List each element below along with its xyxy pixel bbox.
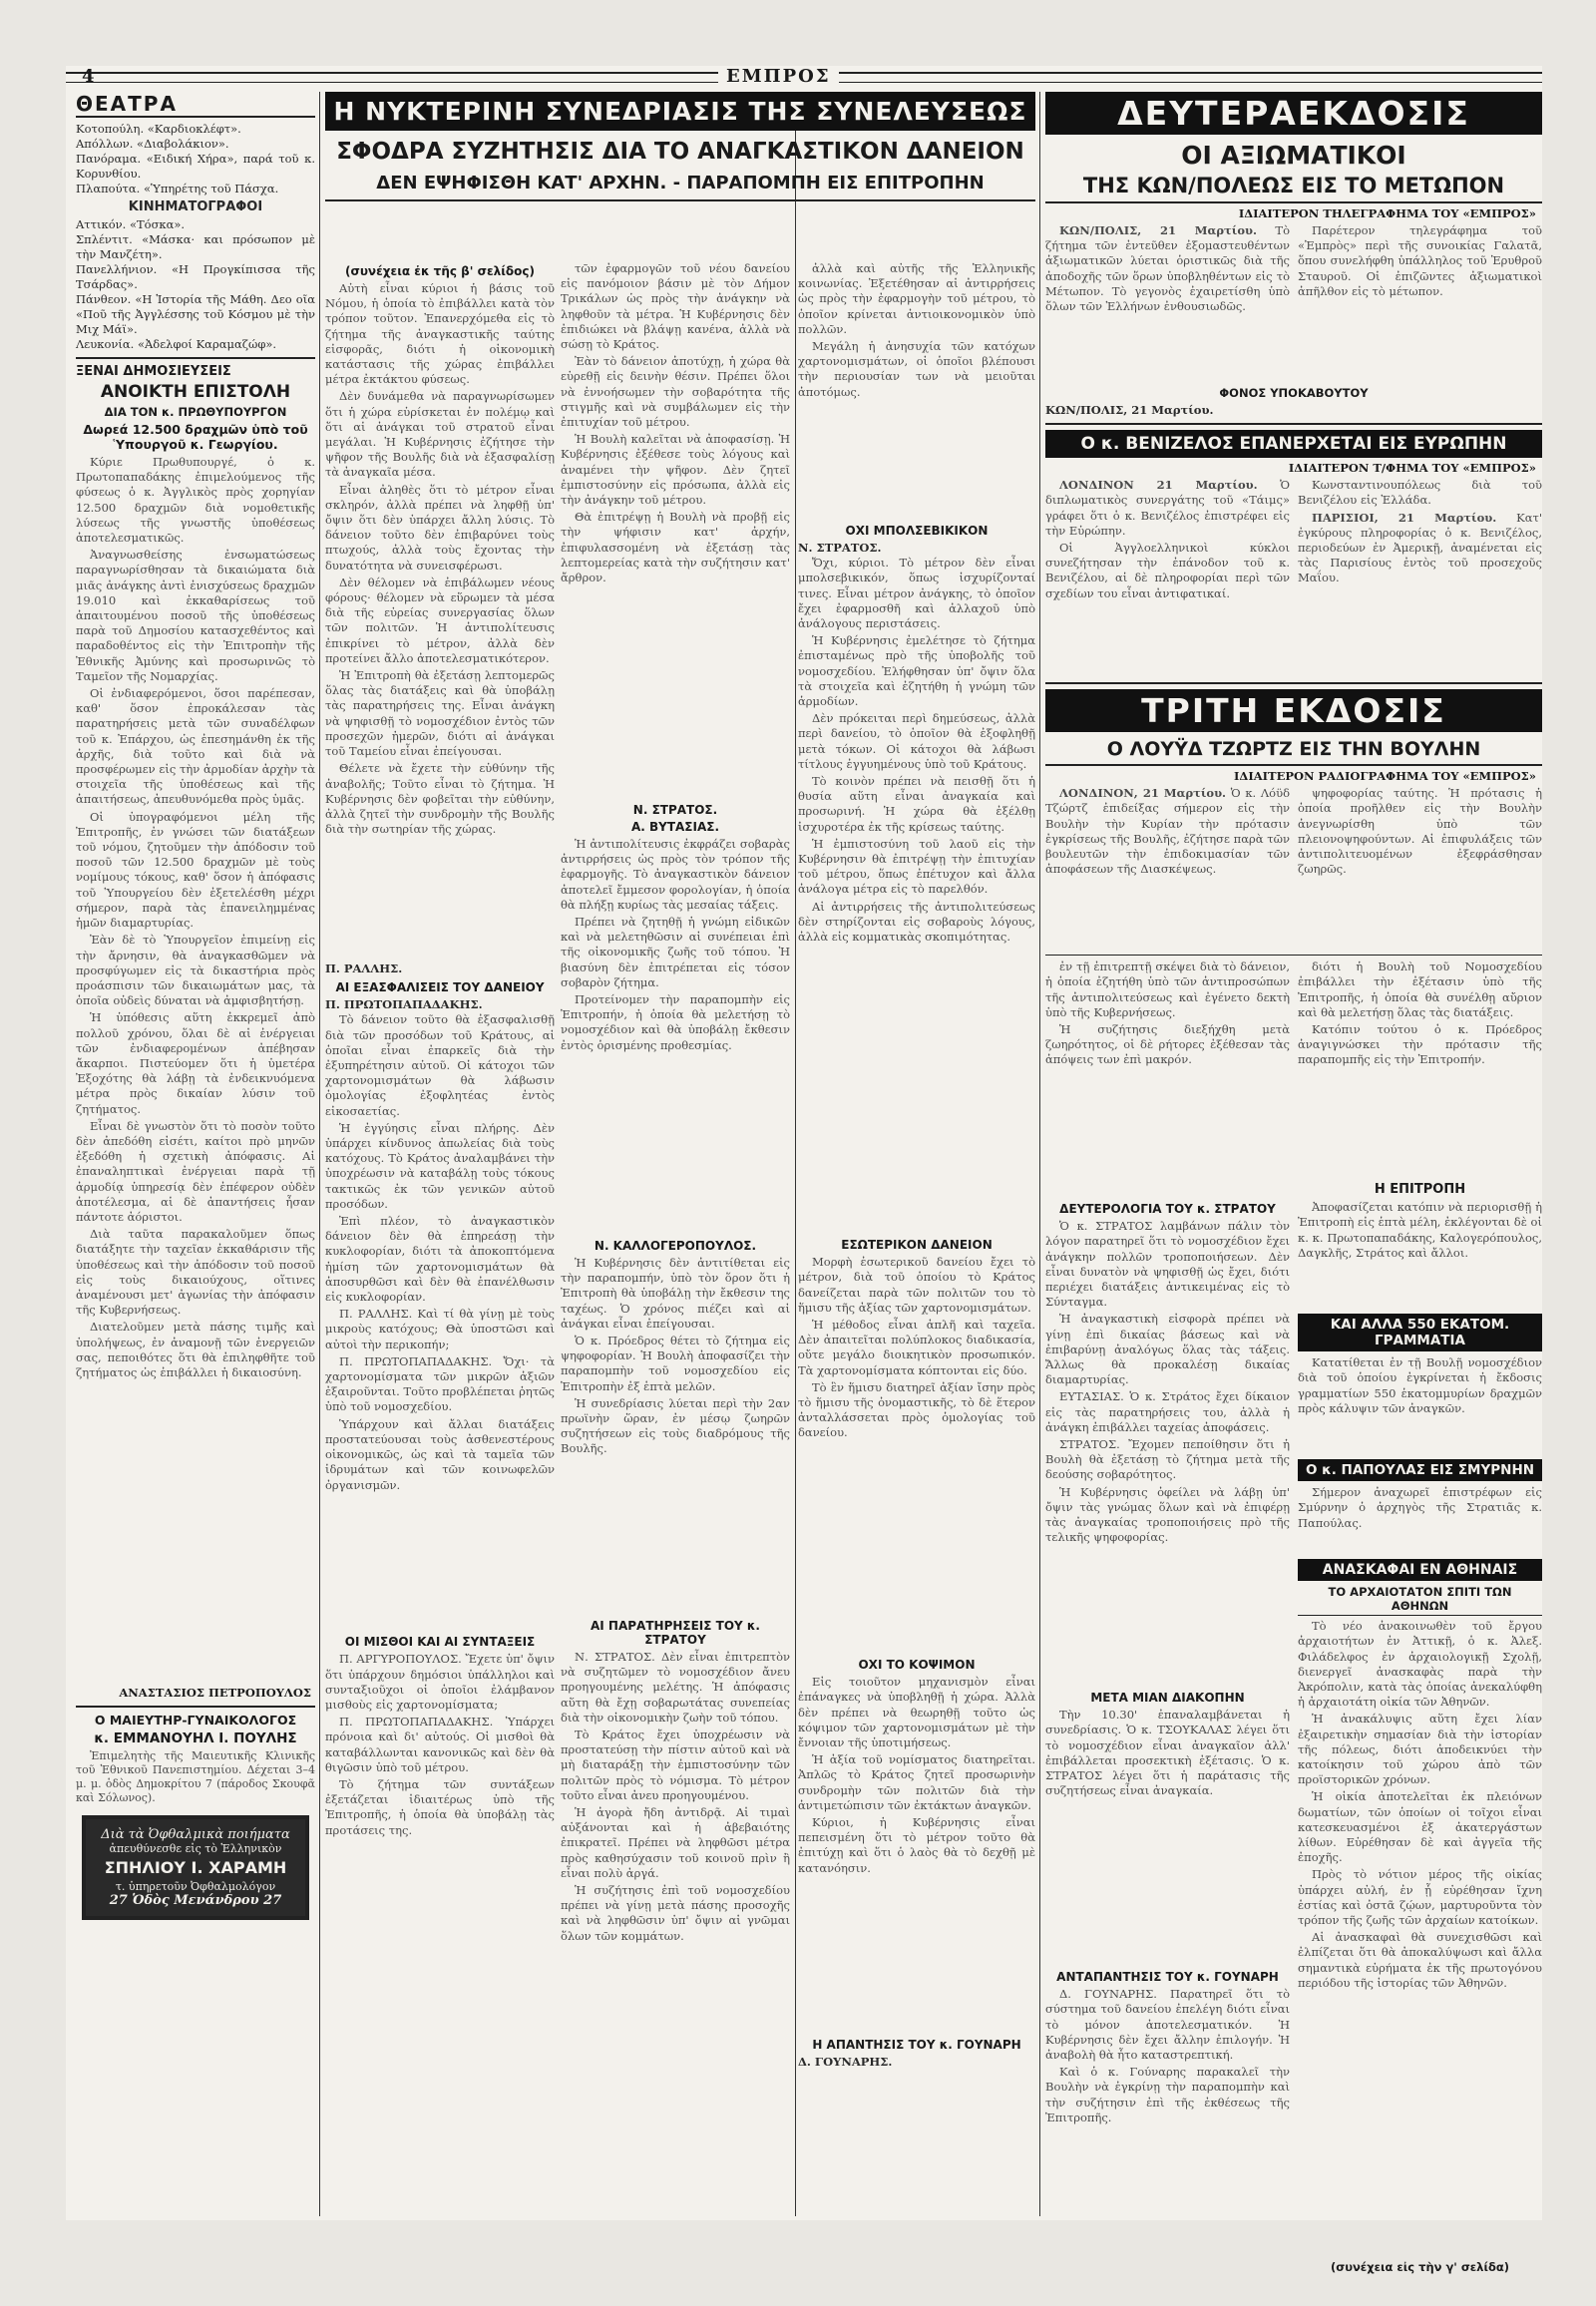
dateline-london-2: ΛΟΝΔΙΝΟΝ, 21 Μαρτίου. — [1059, 786, 1227, 801]
ad-address: 27 Ὁδὸς Μενάνδρου 27 — [109, 1893, 282, 1908]
column-rule — [1039, 92, 1040, 2216]
third-edition-banner: ΤΡΙΤΗ ΕΚΔΟΣΙΣ — [1045, 689, 1542, 732]
theatre-item: Πανελλήνιον. «Η Προγκίπισσα τῆς Τσάρδας». — [76, 262, 315, 291]
theatre-item: Απόλλων. «Διαβολάκιον». — [76, 137, 229, 151]
letter-body: Κύριε Πρωθυπουργέ, ὁ κ. Πρωτοπαπαδάκης ἐπιμελούμενος τῆς φύσεως ὁ κ. Ἀγγλικὸς πρὸς χορηγίαν 12.500 δραχμῶν διὰ νομοθετικῆς λύσεως τῆς γνωστῆς ὑποθέσεως ἀποτελεσματικῶς. Ἀναγνωσθείσης ἐνσωματώσεως παραγνωρίσθησαν τὰ δικαιώματα διὰ μιᾶς ἀνάγκης ἀντὶ ἐνισχύσεως δραχμῶν 19.010 καὶ ἐκκαθαρίσεως τοῦ ἀπαιτουμένου ποσοῦ τῆς ὑποθέσεως παρὰ τοῦ Δημοσίου κατασχεθέντος καὶ παραδοθέντος εἰς τὴν Ἐπιτροπὴν τῆς Ἐθνικῆς Ἀμύνης καὶ προσωρινῶς τὸ Ταμεῖον τῆς Νομαρχίας. Οἱ ἐνδιαφερόμενοι, ὅσοι παρέπεσαν, καθ' ὅσον ἐπροκάλεσαν τὰς παρατηρήσεις μετὰ τῶν συναδέλφων τοῦ κ. Ἐπάρχου, ὡς ἐπεσημάνθη ἐκ τῆς ἀρχῆς, διὰ τοῦτο καὶ διὰ νὰ προσφέρωμεν εἰς τὴν ἀρμοδίαν ἀρχὴν τὰ στοιχεῖα τῆς ὑποθέσεως καὶ τῆς ἀπαιτήσεως, ἀπευθυνόμεθα πρὸς ὑμᾶς. Οἱ ὑπογραφόμενοι μέλη τῆς Ἐπιτροπῆς, ἐν γνώσει τῶν διατάξεων τοῦ νόμου, ζητοῦμεν τὴν ἀπόδοσιν τοῦ ποσοῦ τῶν 12.500 δραχμῶν μὲ τοὺς νομίμους τόκους, καθ' ὅσον ἡ ἀπόφασις τοῦ Ὑπουργείου δὲν ἐξετελέσθη μέχρι σήμερον, παρὰ τὰς ἐπανειλημμένας ἡμῶν διαμαρτυρίας. Ἐὰν δὲ τὸ Ὑπουργεῖον ἐπιμείνῃ εἰς τὴν ἄρνησιν, θὰ ἀναγκασθῶμεν νὰ προσφύγωμεν εἰς τὰ δικαστήρια πρὸς προάσπισιν τῶν δικαιωμάτων μας, τὰ ὁποῖα οὐδεὶς δύναται νὰ ἀμφισβητήσῃ. Ἡ ὑπόθεσις αὕτη ἐκκρεμεῖ ἀπὸ πολλοῦ χρόνου, ὅλαι δὲ αἱ ἐνέργειαι τῶν ἐνδιαφερομένων ἀπέβησαν ἄκαρποι. Πιστεύομεν ὅτι ἡ ὑμετέρα Ἐξοχότης θὰ λάβῃ τὰ ἐνδεικνυόμενα μέτρα πρὸς δικαίαν λύσιν τοῦ ζητήματος. Εἶναι δὲ γνωστὸν ὅτι τὸ ποσὸν τοῦτο δὲν ἀπεδόθη εἰσέτι, καίτοι πρὸ μηνῶν ἐξεδόθη ἡ σχετικὴ ἀπόφασις. Αἱ ἐπαναληπτικαὶ ἐνέργειαι παρὰ τῇ ἀρμοδίᾳ ὑπηρεσίᾳ δὲν ἐπέφερον οὐδὲν ἀποτέλεσμα, αἱ δὲ ἀπαντήσεις ἦσαν πάντοτε ἀόριστοι. Διὰ ταῦτα παρακαλοῦμεν ὅπως διατάξητε τὴν ταχεῖαν ἐκκαθάρισιν τῆς ὑποθέσεως καὶ τὴν ἀπόδοσιν τοῦ ποσοῦ εἰς τοὺς δικαιούχους, οἵτινες ἀναμένουσι μετ' ἀγωνίας τὴν ἀπόφασιν τῆς Κυβερνήσεως. Διατελοῦμεν μετὰ πάσης τιμῆς καὶ ὑπολήψεως, ἐν ἀναμονῇ τῶν ἐνεργειῶν σας, πεποιθότες ὅτι θὰ ἐπιληφθῆτε τοῦ ζητήματος ὡς ἐπιβάλλει ἡ δικαιοσύνη. — [76, 455, 315, 1379]
speaker-stratos-2: Ν. ΣΤΡΑΤΟΣ. — [798, 541, 882, 555]
main-subhead-2: ΔΕΝ ΕΨΗΦΙΣΘΗ ΚΑΤ' ΑΡΧΗΝ. - ΠΑΡΑΠΟΜΠΗ ΕΙΣ ΕΠΙΤΡΟΠΗΝ — [325, 173, 1035, 201]
section-not-cutting: ΟΧΙ ΤΟ ΚΟΨΙΜΟΝ — [858, 1658, 976, 1673]
column-rule — [319, 92, 320, 2216]
dateline-constantinople-2: ΚΩΝ/ΠΟΛΙΣ, 21 Μαρτίου. — [1045, 403, 1214, 417]
theatre-title: ΘΕΑΤΡΑ — [76, 92, 315, 118]
main-headline-block — [325, 92, 1035, 251]
page-number: 4 — [82, 66, 95, 87]
section-not-bolshevik: ΟΧΙ ΜΠΟΛΣΕΒΙΚΙΚΟΝ — [845, 524, 989, 538]
doctor-name: κ. ΕΜΜΑΝΟΥΗΛ Ι. ΠΟΥΛΗΣ — [94, 1730, 297, 1746]
theatre-item: Αττικόν. «Τόσκα». — [76, 217, 186, 231]
head-stratos-second: ΔΕΥΤΕΡΟΛΟΓΙΑ ΤΟΥ κ. ΣΤΡΑΤΟΥ — [1059, 1202, 1276, 1217]
dateline-london: ΛΟΝΔΙΝΟΝ 21 Μαρτίου. — [1059, 478, 1258, 493]
officers-subtitle: ΤΗΣ ΚΩΝ/ΠΟΛΕΩΣ ΕΙΣ ΤΟ ΜΕΤΩΠΟΝ — [1045, 174, 1542, 203]
theatre-item: Πάνθεον. «Η Ἱστορία τῆς Μάθη. Δεο οῖα «Ποῦ τῆς Ἀγγλέσσης τοῦ Κόσμου μὲ τὴν Μιχ Μάϊ». — [76, 292, 315, 336]
speaker-stratos: Ν. ΣΤΡΑΤΟΣ. — [632, 803, 718, 817]
letter-to: ΔΙΑ ΤΟΝ κ. ΠΡΩΘΥΠΟΥΡΓΟΝ — [104, 405, 287, 419]
lloyd-george-label: ΙΔΙΑΙΤΕΡΟΝ ΡΑΔΙΟΓΡΑΦΗΜΑ ΤΟΥ «ΕΜΠΡΟΣ» — [1234, 769, 1536, 784]
eyeglass-advertisement — [82, 1815, 309, 1920]
main-subhead: ΣΦΟΔΡΑ ΣΥΖΗΤΗΣΙΣ ΔΙΑ ΤΟ ΑΝΑΓΚΑΣΤΙΚΟΝ ΔΑΝΕΙΟΝ — [336, 139, 1024, 165]
main-headline: Η ΝΥΚΤΕΡΙΝΗ ΣΥΝΕΔΡΙΑΣΙΣ ΤΗΣ ΣΥΝΕΛΕΥΣΕΩΣ — [325, 92, 1035, 131]
ad-line-1: Διὰ τὰ Ὀφθαλμικὰ ποιήματα — [101, 1827, 290, 1842]
ad-line-2: ἀπευθύνεσθε εἰς τὸ Ἑλληνικὸν — [109, 1842, 282, 1855]
speaker-ralli: Π. ΡΑΛΛΗΣ. — [325, 961, 403, 975]
million-head: ΚΑΙ ΑΛΛΑ 550 ΕΚΑΤΟΜ. ΓΡΑΜΜΑΤΙΑ — [1298, 1314, 1542, 1351]
venizelos-head: Ο κ. ΒΕΝΙΖΕΛΟΣ ΕΠΑΝΕΡΧΕΤΑΙ ΕΙΣ ΕΥΡΩΠΗΝ — [1045, 430, 1542, 458]
section-label: ΞΕΝΑΙ ΔΗΜΟΣΙΕΥΣΕΙΣ — [76, 364, 231, 379]
theatre-item: Κοτοπούλη. «Καρδιοκλέφτ». — [76, 122, 241, 136]
speaker-kallogeropoulos: Ν. ΚΑΛΛΟΓΕΡΟΠΟΥΛΟΣ. — [594, 1239, 757, 1253]
theatre-item: Πανόραμα. «Ειδική Χήρα», παρά τοῦ κ. Κορυνθίου. — [76, 152, 315, 181]
letter-title: ΑΝΟΙΚΤΗ ΕΠΙΣΤΟΛΗ — [100, 382, 291, 402]
venizelos-label: ΙΔΙΑΙΤΕΡΟΝ Τ/ΦΗΜΑ ΤΟΥ «ΕΜΠΡΟΣ» — [1288, 461, 1536, 476]
section-salaries: ΟΙ ΜΙΣΘΟΙ ΚΑΙ ΑΙ ΣΥΝΤΑΞΕΙΣ — [344, 1635, 536, 1650]
excavation-head: ΑΝΑΣΚΑΦΑΙ ΕΝ ΑΘΗΝΑΙΣ — [1298, 1559, 1542, 1581]
cinema-heading: ΚΙΝΗΜΑΤΟΓΡΑΦΟΙ — [128, 199, 263, 214]
speaker-gounaris: Δ. ΓΟΥΝΑΡΗΣ. — [798, 2055, 893, 2070]
theatre-item: Σπλέντιτ. «Μάσκα· και πρόσωπον μὲ τὴν Μανζέτη». — [76, 232, 315, 261]
section-stratos-remarks: ΑΙ ΠΑΡΑΤΗΡΗΣΕΙΣ ΤΟΥ κ. ΣΤΡΑΤΟΥ — [591, 1619, 760, 1647]
paper-name: ΕΜΠΡΟΣ — [718, 66, 839, 87]
papoulas-head: Ο κ. ΠΑΠΟΥΛΑΣ ΕΙΣ ΣΜΥΡΝΗΝ — [1298, 1459, 1542, 1481]
column-3: ἀλλὰ καὶ αὐτῆς τῆς Ἑλληνικῆς κοινωνίας. Ἐξετέθησαν αἱ ἀντιρρήσεις ὡς πρὸς τὴν ἐφαρμογὴν τοῦ μέτρου, τὸ ὁποῖον κρίνεται ἀντιοικονομικὸν ὑπὸ πολλῶν. Μεγάλη ἡ ἀνησυχία τῶν κατόχων χαρτονομισμάτων, οἱ ὁποῖοι βλέπουσι τὴν περιουσίαν των νὰ μειοῦται ἀποτόμως. ΟΧΙ ΜΠΟΛΣΕΒΙΚΙΚΟΝ Ν. ΣΤΡΑΤΟΣ. Ὄχι, κύριοι. Τὸ μέτρον δὲν εἶναι μπολσεβικικόν, ὅπως ἰσχυρίζονταί τινες. Εἶναι μέτρον ἀνάγκης, τὸ ὁποῖον ἔχει ἐφαρμοσθῆ καὶ ἀλλαχοῦ ὑπὸ ἀνάλογους περιστάσεις. Ἡ Κυβέρνησις ἐμελέτησε τὸ ζήτημα ἐπισταμένως πρὸ τῆς ὑποβολῆς τοῦ νομοσχεδίου. Ἐλήφθησαν ὑπ' ὄψιν ὅλα τὰ στοιχεῖα καὶ ἐζητήθη ἡ γνώμη τῶν ἁρμοδίων. Δὲν πρόκειται περὶ δημεύσεως, ἀλλὰ περὶ δανείου, τὸ ὁποῖον θὰ ἐξοφληθῇ μετὰ τόκων. Οἱ κάτοχοι θὰ λάβωσι τίτλους ἐγγυημένους ὑπὸ τοῦ Κράτους. Τὸ κοινὸν πρέπει νὰ πεισθῇ ὅτι ἡ θυσία αὕτη εἶναι ἀναγκαία καὶ προσωρινή. Ἡ χώρα θὰ ἐξέλθῃ ἰσχυροτέρα ἐκ τῆς κρίσεως ταύτης. Ἡ ἐμπιστοσύνη τοῦ λαοῦ εἰς τὴν Κυβέρνησιν θὰ ἐπιτρέψῃ τὴν ἐπιτυχίαν τοῦ μέτρου, ὅπως ἐπέτυχον καὶ ἄλλα ἀνάλογα μέτρα εἰς τὸ παρελθόν. Αἱ ἀντιρρήσεις τῆς ἀντιπολιτεύσεως δὲν στηρίζονται εἰς σοβαροὺς λόγους, ἀλλὰ εἰς κομματικὰς σκοπιμότητας. ΕΣΩΤΕΡΙΚΟΝ ΔΑΝΕΙΟΝ Μορφὴ ἐσωτερικοῦ δανείου ἔχει τὸ μέτρον, διὰ τοῦ ὁποίου τὸ Κράτος δανείζεται παρὰ τῶν πολιτῶν του τὸ ἥμισυ τῆς ἀξίας τῶν χαρτονομισμάτων. Ἡ μέθοδος εἶναι ἁπλῆ καὶ ταχεῖα. Δὲν ἀπαιτεῖται πολύπλοκος διαδικασία, οὔτε μεγάλο διοικητικὸν προσωπικόν. Τὰ χαρτονομίσματα κόπτονται εἰς δύο. Τὸ ἓν ἥμισυ διατηρεῖ ἀξίαν ἴσην πρὸς τὸ ἥμισυ τῆς ὀνομαστικῆς, τὸ δὲ ἕτερον ἀνταλλάσσεται πρὸς ὁμολογίας τοῦ δανείου. ΟΧΙ ΤΟ ΚΟΨΙΜΟΝ Εἰς τοιοῦτον μηχανισμὸν εἶναι ἐπάναγκες νὰ ὑποβληθῇ ἡ χώρα. Ἀλλὰ δὲν πρέπει νὰ θεωρηθῇ τοῦτο ὡς κόψιμον τῶν χαρτονομισμάτων μὲ τὴν ἔννοιαν τῆς ὑποτιμήσεως. Ἡ ἀξία τοῦ νομίσματος διατηρεῖται. Ἀπλῶς τὸ Κράτος ζητεῖ προσωρινὴν συνδρομὴν τῶν πολιτῶν διὰ τὴν ἀντιμετώπισιν τῶν ἐκτάκτων ἀναγκῶν. Κύριοι, ἡ Κυβέρνησις εἶναι πεπεισμένη ὅτι τὸ μέτρον τοῦτο θὰ ἐπιτύχῃ καὶ ὅτι ὁ λαὸς θὰ τὸ δεχθῇ μὲ κατανόησιν. Η ΑΠΑΝΤΗΣΙΣ ΤΟΥ κ. ΓΟΥΝΑΡΗ Δ. ΓΟΥΝΑΡΗΣ. — [798, 261, 1035, 2070]
ad-line-3: τ. ὑπηρετοῦν Ὀφθαλμολόγον — [115, 1880, 276, 1893]
head-after-break: ΜΕΤΑ ΜΙΑΝ ΔΙΑΚΟΠΗΝ — [1090, 1691, 1245, 1706]
main-article-col-b: τῶν ἐφαρμογῶν τοῦ νέου δανείου εἰς πανόμοιον βάσιν μὲ τὸν Δήμον Τρικάλων ὡς πρὸς τὴν ἀνάγκην νὰ ληφθοῦν τὰ μέτρα. Ἡ Κυβέρνησις δὲν ἐπιδιώκει νὰ βλάψῃ κανένα, ἀλλὰ νὰ σώσῃ τὸ Κράτος. Ἐὰν τὸ δάνειον ἀποτύχῃ, ἡ χώρα θὰ εὑρεθῇ εἰς δεινὴν θέσιν. Πρέπει ὅλοι νὰ ἐννοήσωμεν τὴν σοβαρότητα τῆς στιγμῆς καὶ νὰ συμβάλωμεν εἰς τὴν ἐπιτυχίαν τοῦ μέτρου. Ἡ Βουλὴ καλεῖται νὰ ἀποφασίσῃ. Ἡ Κυβέρνησις ἐξέθεσε τοὺς λόγους καὶ ἀναμένει τὴν ψῆφον. Δὲν ζητεῖ ἐμπιστοσύνην εἰς πρόσωπα, ἀλλὰ εἰς τὴν ἀνάγκην τοῦ μέτρου. Θὰ ἐπιτρέψῃ ἡ Βουλὴ νὰ προβῇ εἰς τὴν ψήφισιν κατ' ἀρχήν, ἐπιφυλασσομένη νὰ ἐξετάσῃ τὰς λεπτομερείας κατὰ τὴν συζήτησιν κατ' ἄρθρον. Ν. ΣΤΡΑΤΟΣ. Α. ΒΥΤΑΣΙΑΣ. Ἡ ἀντιπολίτευσις ἐκφράζει σοβαρὰς ἀντιρρήσεις ὡς πρὸς τὸν τρόπον τῆς ἐφαρμογῆς. Τὸ ἀναγκαστικὸν δάνειον ἀποτελεῖ ἔμμεσον φορολογίαν, ἡ ὁποία θὰ πλήξῃ κυρίως τὰς μεσαίας τάξεις. Πρέπει νὰ ζητηθῇ ἡ γνώμη εἰδικῶν καὶ νὰ μελετηθῶσιν αἱ συνέπειαι ἐπὶ τῆς οἰκονομικῆς ζωῆς τοῦ τόπου. Ἡ βιασύνη δὲν ἐπιτρέπεται εἰς τόσον σοβαρὸν ζήτημα. Προτείνομεν τὴν παραπομπὴν εἰς Ἐπιτροπήν, ἡ ὁποία θὰ μελετήσῃ τὸ νομοσχέδιον καὶ θὰ ὑποβάλῃ ἔκθεσιν ἐντὸς ὁρισμένης προθεσμίας. Ν. ΚΑΛΛΟΓΕΡΟΠΟΥΛΟΣ. Ἡ Κυβέρνησις δὲν ἀντιτίθεται εἰς τὴν παραπομπήν, ὑπὸ τὸν ὅρον ὅτι ἡ Ἐπιτροπὴ θὰ ὑποβάλῃ τὴν ἔκθεσιν της ταχέως. Ὁ χρόνος πιέζει καὶ αἱ ἀνάγκαι εἶναι ἐπείγουσαι. Ὁ κ. Πρόεδρος θέτει τὸ ζήτημα εἰς ψηφοφορίαν. Ἡ Βουλὴ ἀποφασίζει τὴν παραπομπὴν τοῦ νομοσχεδίου εἰς Ἐπιτροπὴν ἐξ ἑπτὰ μελῶν. Ἡ συνεδρίασις λύεται περὶ τὴν 2αν πρωϊνὴν ὥραν, ἐν μέσῳ ζωηρῶν συζητήσεων εἰς τοὺς διαδρόμους τῆς Βουλῆς. ΑΙ ΠΑΡΑΤΗΡΗΣΕΙΣ ΤΟΥ κ. ΣΤΡΑΤΟΥ Ν. ΣΤΡΑΤΟΣ. Δὲν εἶναι ἐπιτρεπτὸν νὰ συζητῶμεν τὸ νομοσχέδιον ἄνευ προηγουμένης μελέτης. Ἡ ἀπόφασις αὕτη θὰ ἔχῃ σοβαρωτάτας συνεπείας διὰ τὴν οἰκονομικὴν ζωὴν τοῦ τόπου. Τὸ Κράτος ἔχει ὑποχρέωσιν νὰ προστατεύσῃ τὴν πίστιν αὐτοῦ καὶ νὰ μὴ διαταράξῃ τὴν ἐμπιστοσύνην τῶν πολιτῶν πρὸς τὸ νόμισμα. Τὸ μέτρον τοῦτο εἶναι ἀνευ προηγουμένου. Ἡ ἀγορὰ ἤδη ἀντιδρᾷ. Αἱ τιμαὶ αὐξάνονται καὶ ἡ ἀβεβαιότης ἐπικρατεῖ. Πρέπει νὰ ληφθῶσι μέτρα πρὸς καθησύχασιν τοῦ κοινοῦ πρὶν ἢ εἶναι πολὺ ἀργά. Ἡ συζήτησις ἐπὶ τοῦ νομοσχεδίου πρέπει νὰ γίνῃ μετὰ πάσης προσοχῆς καὶ νὰ ληφθῶσιν ὑπ' ὄψιν αἱ γνῶμαι ὅλων τῶν κομμάτων. — [561, 261, 790, 1943]
speaker-vytasias: Α. ΒΥΤΑΣΙΑΣ. — [630, 820, 720, 834]
letter-subhead: Δωρεά 12.500 δραχμῶν ὑπὸ τοῦ Ὑπουργοῦ κ. Γεωργίου. — [83, 422, 308, 452]
continued-note-2: (συνέχεια εἰς τὴν γ' σελίδα) — [1330, 2260, 1509, 2275]
excavation-sub: ΤΟ ΑΡΧΑΙΟΤΑΤΟΝ ΣΠΙΤΙ ΤΩΝ ΑΘΗΝΩΝ — [1298, 1585, 1542, 1616]
column-rule — [795, 92, 796, 2216]
telegram-label: ΙΔΙΑΙΤΕΡΟΝ ΤΗΛΕΓΡΑΦΗΜΑ ΤΟΥ «ΕΜΠΡΟΣ» — [1238, 206, 1536, 220]
column-1 — [76, 92, 315, 2216]
committee-head: Η ΕΠΙΤΡΟΠΗ — [1374, 1182, 1466, 1198]
section-gounaris-reply: Η ΑΠΑΝΤΗΣΙΣ ΤΟΥ κ. ΓΟΥΝΑΡΗ — [812, 2038, 1021, 2053]
doctor-heading: Ο ΜΑΙΕΥΤΗΡ-ΓΥΝΑΙΚΟΛΟΓΟΣ — [94, 1713, 297, 1728]
theatre-item: Πλαπούτα. «Ὑπηρέτης τοῦ Πάσχα. — [76, 182, 279, 195]
lloyd-george-head: Ο ΛΟΥΫΔ ΤΖΩΡΤΖ ΕΙΣ ΤΗΝ ΒΟΥΛΗΝ — [1045, 738, 1542, 766]
head-gounaris-rebuttal: ΑΝΤΑΠΑΝΤΗΣΙΣ ΤΟΥ κ. ΓΟΥΝΑΡΗ — [1056, 1970, 1279, 1985]
ad-name: ΣΠΗΛΙΟΥ Ι. ΧΑΡΑΜΗ — [104, 1858, 287, 1877]
column-4: ΔΕΥΤΕΡΑΕΚΔΟΣΙΣ ΟΙ ΑΞΙΩΜΑΤΙΚΟΙ ΤΗΣ ΚΩΝ/ΠΟΛΕΩΣ ΕΙΣ ΤΟ ΜΕΤΩΠΟΝ ΙΔΙΑΙΤΕΡΟΝ ΤΗΛΕΓΡΑΦΗΜΑ ΤΟΥ «ΕΜΠΡΟΣ» ΚΩΝ/ΠΟΛΙΣ, 21 Μαρτίου. Τὸ ζήτημα τῶν ἐντεῦθεν ἐξομαστευθέντων ἀξιωματικῶν λύεται ὁριστικῶς διὰ τῆς ἀποδοχῆς τῶν ὅρων ὑποβληθέντων εἰς τὸ Μέτωπον. Τὸ γεγονὸς ἐχαιρετίσθη ὑπὸ ὅλων τῶν Ἑλλήνων ἐνθουσιωδῶς. Παρέτερον τηλεγράφημα τοῦ «Ἐμπρὸς» περὶ τῆς συνοικίας Γαλατᾶ, ὅπου συνελήφθη ὑπάλληλος τοῦ Ἐρυθροῦ Σταυροῦ. Οἱ ἐπιζῶντες ἀξιωματικοὶ ἀπῆλθον εἰς τὸ μέτωπον. ΦΟΝΟΣ ΥΠΟΚΑΒΟΥΤΟΥ ΚΩΝ/ΠΟΛΙΣ, 21 Μαρτίου. Ο κ. ΒΕΝΙΖΕΛΟΣ ΕΠΑΝΕΡΧΕΤΑΙ ΕΙΣ ΕΥΡΩΠΗΝ ΙΔΙΑΙΤΕΡΟΝ Τ/ΦΗΜΑ ΤΟΥ «ΕΜΠΡΟΣ» ΛΟΝΔΙΝΟΝ 21 Μαρτίου. Ὁ διπλωματικὸς συνεργάτης τοῦ «Τάιμς» γράφει ὅτι ὁ κ. Βενιζέλος ἐπιστρέφει εἰς τὴν Εὐρώπην. Οἱ Ἀγγλοελληνικοὶ κύκλοι συνεζήτησαν τὴν ἐπάνοδον τοῦ κ. Βενιζέλου, αἱ δὲ πληροφορίαι περὶ τῶν σχεδίων του εἶναι ἀντιφατικαί. Κωνσταντινουπόλεως διὰ τοῦ Βενιζέλου εἰς Ἑλλάδα. ΠΑΡΙΣΙΟΙ, 21 Μαρτίου. Κατ' ἐγκύρους πληροφορίας ὁ κ. Βενιζέλος, περιοδεύων ἐν Ἀμερικῇ, ἀναμένεται εἰς τὰς Παρισίους ἐντὸς τοῦ προσεχοῦς Μαΐου. ΤΡΙΤΗ ΕΚΔΟΣΙΣ Ο ΛΟΥΫΔ ΤΖΩΡΤΖ ΕΙΣ ΤΗΝ ΒΟΥΛΗΝ ΙΔΙΑΙΤΕΡΟΝ ΡΑΔΙΟΓΡΑΦΗΜΑ ΤΟΥ «ΕΜΠΡΟΣ» ΛΟΝΔΙΝΟΝ, 21 Μαρτίου. Ὁ κ. Λόϋδ Τζώρτζ ἐπιδείξας σήμερον εἰς τὴν Βουλὴν τὴν Κυρίαν τὴν πρότασιν ἐγκρίσεως τῆς Βουλῆς, ἐζήτησε παρὰ τῶν βουλευτῶν τὴν ἐπιδοκιμασίαν τῶν ἀποφάσεων τῆς Διασκέψεως. ψηφοφορίας ταύτης. Ἡ πρότασις ἡ ὁποία προῆλθεν εἰς τὴν Βουλὴν ἀνεγνωρίσθη ὑπὸ τῶν πλειονοψηφούντων. Αἱ ἐπιφυλάξεις τῶν ἀντιπολιτευομένων ἐξεφράσθησαν ζωηρῶς. ἐν τῇ ἐπιτρεπτῇ σκέψει διὰ τὸ δάνειον, ἡ ὁποία ἐζητήθη ὑπὸ τῶν ἀντιπροσώπων τῆς ἀντιπολιτεύσεως καὶ ἐγένετο δεκτὴ ὑπὸ τῆς Κυβερνήσεως. Ἡ συζήτησις διεξήχθη μετὰ ζωηρότητος, οἱ δὲ ρήτορες ἐξέθεσαν τὰς ἀπόψεις των ἐπὶ μακρόν. ΔΕΥΤΕΡΟΛΟΓΙΑ ΤΟΥ κ. ΣΤΡΑΤΟΥ Ὁ κ. ΣΤΡΑΤΟΣ λαμβάνων πάλιν τὸν λόγον παρατηρεῖ ὅτι τὸ νομοσχέδιον ἔχει ἀνάγκην πολλῶν τροποποιήσεων. Δὲν εἶναι δυνατὸν νὰ ψηφισθῇ ὡς ἔχει, διότι περιέχει διατάξεις ἀντικειμένας εἰς τὸ Σύνταγμα. Ἡ ἀναγκαστικὴ εἰσφορὰ πρέπει νὰ γίνῃ ἐπὶ δικαίας βάσεως καὶ νὰ ἐπιβαρύνῃ ἀναλόγως ὅλας τὰς τάξεις. Ἄλλως θὰ προκαλέσῃ δικαίας διαμαρτυρίας. ΕΥΤΑΣΙΑΣ. Ὁ κ. Στράτος ἔχει δίκαιον εἰς τὰς παρατηρήσεις του, ἀλλὰ ἡ ἀνάγκη ἐπιβάλλει ταχείας ἀποφάσεις. ΣΤΡΑΤΟΣ. Ἔχομεν πεποίθησιν ὅτι ἡ Βουλὴ θὰ ἐξετάσῃ τὸ ζήτημα μετὰ τῆς δεούσης σοβαρότητος. Ἡ Κυβέρνησις ὀφείλει νὰ λάβῃ ὑπ' ὄψιν τὰς γνώμας ὅλων καὶ νὰ ἐπιφέρῃ τὰς ἀναγκαίας τροποποιήσεις πρὸ τῆς τελικῆς ψηφοφορίας. ΜΕΤΑ ΜΙΑΝ ΔΙΑΚΟΠΗΝ Τὴν 10.30' ἐπαναλαμβάνεται ἡ συνεδρίασις. Ὁ κ. ΤΣΟΥΚΑΛΑΣ λέγει ὅτι τὸ νομοσχέδιον εἶναι ἀναγκαῖον ἀλλ' ἐπιβάλλεται προσεκτικὴ ἐξέτασις. Ὁ κ. ΣΤΡΑΤΟΣ λέγει ὅτι ἡ παράτασις τῆς συζητήσεως εἶναι ἀναγκαία. ΑΝΤΑΠΑΝΤΗΣΙΣ ΤΟΥ κ. ΓΟΥΝΑΡΗ Δ. ΓΟΥΝΑΡΗΣ. Παρατηρεῖ ὅτι τὸ σύστημα τοῦ δανείου ἐπελέγη διότι εἶναι τὸ μόνον ἀποτελεσματικόν. Ἡ Κυβέρνησις δὲν ἔχει ἄλλην ἐπιλογήν. Ἡ ἀναβολὴ θὰ ἦτο καταστρεπτική. Καὶ ὁ κ. Γούναρης παρακαλεῖ τὴν Βουλὴν νὰ ἐγκρίνῃ τὴν παραπομπὴν καὶ τὴν συζήτησιν ἐπὶ τῆς ἐκθέσεως τῆς Ἐπιτροπῆς. διότι ἡ Βουλὴ τοῦ Νομοσχεδίου ἐπιβάλλει τὴν ἐξέτασιν ὑπὸ τῆς Ἐπιτροπῆς, ἡ ὁποία θὰ συνέλθῃ αὔριον καὶ θὰ μελετήσῃ ὅλας τὰς διατάξεις. Κατόπιν τούτου ὁ κ. Πρόεδρος ἀναγιγνώσκει τὴν πρότασιν τῆς παραπομπῆς εἰς τὴν Ἐπιτροπήν. Η ΕΠΙΤΡΟΠΗ Ἀποφασίζεται κατόπιν νὰ περιορισθῇ ἡ Ἐπιτροπὴ εἰς ἑπτὰ μέλη, ἐκλέγονται δὲ οἱ κ. κ. Πρωτοπαπαδάκης, Καλογερόπουλος, Δαγκλῆς, Στράτος καὶ ἄλλοι. ΚΑΙ ΑΛΛΑ 550 ΕΚΑΤΟΜ. ΓΡΑΜΜΑΤΙΑ Κατατίθεται ἐν τῇ Βουλῇ νομοσχέδιον διὰ τοῦ ὁποίου ἐγκρίνεται ἡ ἔκδοσις γραμματίων 550 ἑκατομμυρίων δραχμῶν πρὸς κάλυψιν τῶν ἀναγκῶν. Ο κ. ΠΑΠΟΥΛΑΣ ΕΙΣ ΣΜΥΡΝΗΝ Σήμερον ἀναχωρεῖ ἐπιστρέφων εἰς Σμύρνην ὁ ἀρχηγὸς τῆς Στρατιᾶς κ. Παπούλας. ΑΝΑΣΚΑΦΑΙ ΕΝ ΑΘΗΝΑΙΣ ΤΟ ΑΡΧΑΙΟΤΑΤΟΝ ΣΠΙΤΙ ΤΩΝ ΑΘΗΝΩΝ Τὸ νέο ἀνακοινωθὲν τοῦ ἔργου ἀρχαιοτήτων ἐν Ἀττικῇ, ὁ κ. Ἀλεξ. Φιλάδελφος ἐν ἀρχαιολογικῇ Σχολῇ, διενεργεῖ ἀνασκαφὰς παρὰ τὴν Ἀκρόπολιν, κατὰ τὰς ὁποίας ἀνεκαλύφθη ἡ ἀρχαιοτάτη οἰκία τῶν Ἀθηνῶν. Ἡ ἀνακάλυψις αὕτη ἔχει λίαν ἐξαιρετικὴν σημασίαν διὰ τὴν ἱστορίαν τῆς πόλεως, διότι ἀποδεικνύει τὴν κατοίκησιν τοῦ χώρου ἀπὸ τῶν προϊστορικῶν χρόνων. Ἡ οἰκία ἀποτελεῖται ἐκ πλειόνων δωματίων, τῶν ὁποίων οἱ τοῖχοι εἶναι κατεσκευασμένοι ἐξ ἀκατεργάστων λίθων. Εὑρέθησαν δὲ καὶ ἀγγεῖα τῆς ἐποχῆς. Πρὸς τὸ νότιον μέρος τῆς οἰκίας ὑπάρχει αὐλή, ἐν ᾗ εὑρέθησαν ἴχνη ἑστίας καὶ ὀστᾶ ζῴων, μαρτυροῦντα τὸν τρόπον τῆς ζωῆς τῶν ἀρχαίων κατοίκων. Αἱ ἀνασκαφαὶ θὰ συνεχισθῶσι καὶ ἐλπίζεται ὅτι θὰ ἀποκαλύψωσι καὶ ἄλλα σημαντικὰ εὑρήματα ἐκ τῆς πρωτογόνου περιόδου τῆς ἱστορίας τῶν Ἀθηνῶν. (συνέχεια εἰς τὴν γ' σελίδα) — [1045, 94, 1542, 2275]
section-internal-loan: ΕΣΩΤΕΡΙΚΟΝ ΔΑΝΕΙΟΝ — [841, 1238, 993, 1253]
second-edition-banner: ΔΕΥΤΕΡΑΕΚΔΟΣΙΣ — [1045, 92, 1542, 135]
signature: ΑΝΑΣΤΑΣΙΟΣ ΠΕΤΡΟΠΟΥΛΟΣ — [119, 1686, 311, 1700]
main-article-col-a: (συνέχεια ἐκ τῆς β' σελίδος) Αὐτὴ εἶναι κύριοι ἡ βάσις τοῦ Νόμου, ἡ ὁποία τὸ ἐπιβάλλει κατὰ τὸν τρόπον τοῦτον. Ἐπανερχόμεθα εἰς τὸ ζήτημα τῆς ἀναγκαστικῆς ταύτης εἰσφορᾶς, διότι ἡ οἰκονομικὴ κατάστασις τῆς χώρας ἐπιβάλλει μέτρα ἐκτάκτου φύσεως. Δὲν δυνάμεθα νὰ παραγνωρίσωμεν ὅτι ἡ χώρα εὑρίσκεται ἐν πολέμῳ καὶ ὅτι αἱ ἀνάγκαι τοῦ στρατοῦ εἶναι μεγάλαι. Ἡ Κυβέρνησις ἐζήτησε τὴν ψῆφον τῆς Βουλῆς διὰ νὰ ἐξασφαλίσῃ τὰ ἀναγκαῖα μέσα. Εἶναι ἀληθὲς ὅτι τὸ μέτρον εἶναι σκληρόν, ἀλλὰ πρέπει νὰ ληφθῇ ὑπ' ὄψιν ὅτι δὲν ὑπάρχει ἄλλη λύσις. Τὸ δάνειον τοῦτο δὲν ἐπιβαρύνει τοὺς πτωχούς, ἀλλὰ τοὺς ἔχοντας τὴν δυνατότητα νὰ συνεισφέρωσι. Δὲν θέλομεν νὰ ἐπιβάλωμεν νέους φόρους· θέλομεν νὰ εὕρωμεν τὰ μέσα διὰ τῆς εὐρείας συνεργασίας ὅλων τῶν πολιτῶν. Ἡ ἀντιπολίτευσις ἐπικρίνει τὸ μέτρον, ἀλλὰ δὲν προτείνει ἄλλο ἀποτελεσματικότερον. Ἡ Ἐπιτροπὴ θὰ ἐξετάσῃ λεπτομερῶς ὅλας τὰς διατάξεις καὶ θὰ ὑποβάλῃ τὰς παρατηρήσεις της. Εἶναι ἀνάγκη νὰ ψηφισθῇ τὸ νομοσχέδιον ἐντὸς τῶν προσεχῶν ἡμερῶν, διότι αἱ ἀνάγκαι τοῦ Ταμείου εἶναι ἐπείγουσαι. Θέλετε νὰ ἔχετε τὴν εὐθύνην τῆς ἀναβολῆς; Τοῦτο εἶναι τὸ ζήτημα. Ἡ Κυβέρνησις δὲν φοβεῖται τὴν εὐθύνην, ἀλλὰ ζητεῖ τὴν συνδρομὴν τῆς Βουλῆς διὰ τὴν σωτηρίαν τῆς χώρας. Π. ΡΑΛΛΗΣ. ΑΙ ΕΞΑΣΦΑΛΙΣΕΙΣ ΤΟΥ ΔΑΝΕΙΟΥ Π. ΠΡΩΤΟΠΑΠΑΔΑΚΗΣ. Τὸ δάνειον τοῦτο θὰ ἐξασφαλισθῇ διὰ τῶν προσόδων τοῦ Κράτους, αἱ ὁποῖαι εἶναι ἐπαρκεῖς διὰ τὴν ἐξυπηρέτησιν αὐτοῦ. Οἱ κάτοχοι τῶν χαρτονομισμάτων θὰ λάβωσιν ὁμολογίας ἐξοφλητέας ἐντὸς εἰκοσαετίας. Ἡ ἐγγύησις εἶναι πλήρης. Δὲν ὑπάρχει κίνδυνος ἀπωλείας διὰ τοὺς κατόχους. Τὸ Κράτος ἀναλαμβάνει τὴν ὑποχρέωσιν νὰ καταβάλῃ τοὺς τόκους τακτικῶς ἐκ τῶν γενικῶν αὐτοῦ προσόδων. Ἐπὶ πλέον, τὸ ἀναγκαστικὸν δάνειον δὲν θὰ ἐπηρεάσῃ τὴν κυκλοφορίαν, διότι τὰ ἀποκοπτόμενα ἡμίση τῶν χαρτονομισμάτων θὰ ἀποσυρθῶσι καὶ δὲν θὰ ἐπανέλθωσιν εἰς κυκλοφορίαν. Π. ΡΑΛΛΗΣ. Καὶ τί θὰ γίνῃ μὲ τοὺς μικροὺς κατόχους; Θὰ ὑποστῶσι καὶ αὐτοὶ τὴν περικοπήν; Π. ΠΡΩΤΟΠΑΠΑΔΑΚΗΣ. Ὄχι· τὰ χαρτονομίσματα τῶν μικρῶν ἀξιῶν ἐξαιροῦνται. Τοῦτο προβλέπεται ῥητῶς ὑπὸ τοῦ νομοσχεδίου. Ὑπάρχουν καὶ ἄλλαι διατάξεις προστατεύουσαι τοὺς ἀσθενεστέρους οἰκονομικῶς, ὡς καὶ τὰ ταμεῖα τῶν ἱδρυμάτων καὶ τῶν κοινωφελῶν ὀργανισμῶν. ΟΙ ΜΙΣΘΟΙ ΚΑΙ ΑΙ ΣΥΝΤΑΞΕΙΣ Π. ΑΡΓΥΡΟΠΟΥΛΟΣ. Ἔχετε ὑπ' ὄψιν ὅτι ὑπάρχουν δημόσιοι ὑπάλληλοι καὶ συνταξιοῦχοι οἱ ὁποῖοι ἐλάμβανον μισθοὺς εἰς χαρτονομίσματα; Π. ΠΡΩΤΟΠΑΠΑΔΑΚΗΣ. Ὑπάρχει πρόνοια καὶ δι' αὐτούς. Οἱ μισθοὶ θὰ καταβάλλωνται κανονικῶς καὶ δὲν θὰ θιγῶσιν ὑπὸ τοῦ μέτρου. Τὸ ζήτημα τῶν συντάξεων ἐξετάζεται ἰδιαιτέρως ὑπὸ τῆς Ἐπιτροπῆς, ἡ ὁποία θὰ ὑποβάλῃ τὰς προτάσεις της. — [325, 264, 555, 1837]
officers-title: ΟΙ ΑΞΙΩΜΑΤΙΚΟΙ — [1181, 141, 1406, 170]
theatre-item: Λευκονία. «Ἀδελφοί Καραμαζώφ». — [76, 337, 277, 351]
theatre-list — [76, 122, 315, 352]
murder-label: ΦΟΝΟΣ ΥΠΟΚΑΒΟΥΤΟΥ — [1219, 386, 1369, 400]
section-guarantees: ΑΙ ΕΞΑΣΦΑΛΙΣΕΙΣ ΤΟΥ ΔΑΝΕΙΟΥ — [335, 980, 545, 995]
speaker-protopapadakis: Π. ΠΡΩΤΟΠΑΠΑΔΑΚΗΣ. — [325, 997, 483, 1012]
continued-note: (συνέχεια ἐκ τῆς β' σελίδος) — [344, 264, 535, 278]
dateline-constantinople: ΚΩΝ/ΠΟΛΙΣ, 21 Μαρτίου. — [1059, 223, 1257, 237]
dateline-paris: ΠΑΡΙΣΙΟΙ, 21 Μαρτίου. — [1312, 510, 1497, 525]
doctor-details: Ἐπιμελητὴς τῆς Μαιευτικῆς Κλινικῆς τοῦ Ἐθνικοῦ Πανεπιστημίου. Δέχεται 3–4 μ. μ. ὁδὸς Δημοκρίτου 7 (πάροδος Σκουφᾶ καὶ Σόλωνος). — [76, 1749, 315, 1804]
